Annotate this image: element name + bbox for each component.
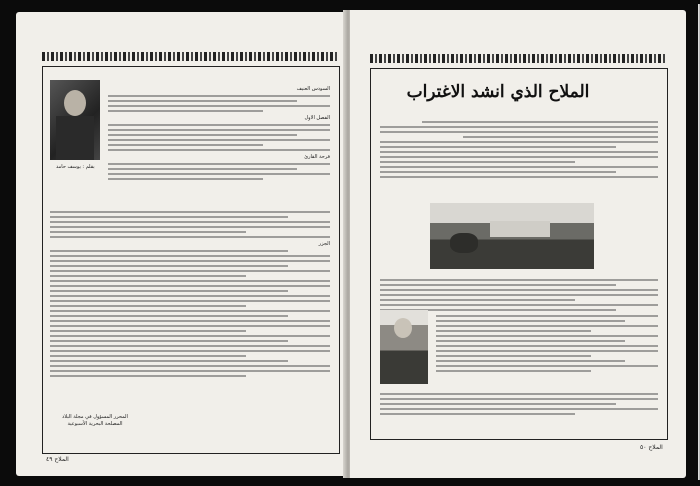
photo-caption: بقلم : يوسف حامد bbox=[56, 164, 95, 170]
left-body-text bbox=[50, 208, 330, 380]
landscape-photo bbox=[430, 203, 594, 269]
child-photo bbox=[380, 310, 428, 384]
section-heading: الجزر bbox=[318, 241, 330, 247]
article-title: الملاح الذي انشد الاغتراب bbox=[406, 82, 590, 102]
left-footer: المحرر المسؤول في مجلة البلاد المصلحة البحرية الأسبوعية bbox=[62, 414, 128, 427]
right-page bbox=[350, 10, 686, 478]
left-page bbox=[16, 12, 346, 476]
section-heading: فرحة القارئ bbox=[304, 154, 330, 160]
right-text-bottom bbox=[436, 312, 658, 375]
decorative-border-top bbox=[370, 54, 666, 63]
section-heading: الفصل الاول bbox=[304, 115, 330, 121]
right-page-number: الملاح ٥٠ bbox=[640, 444, 663, 451]
right-text-top bbox=[380, 118, 658, 181]
left-text-column bbox=[108, 84, 330, 183]
decorative-border-top bbox=[42, 52, 338, 61]
portrait-photo bbox=[50, 80, 100, 160]
right-text-closing bbox=[380, 390, 658, 418]
section-heading: السودس العنيف bbox=[296, 86, 330, 92]
left-page-number: الملاح ٤٩ bbox=[46, 456, 69, 463]
right-text-mid bbox=[380, 276, 658, 314]
